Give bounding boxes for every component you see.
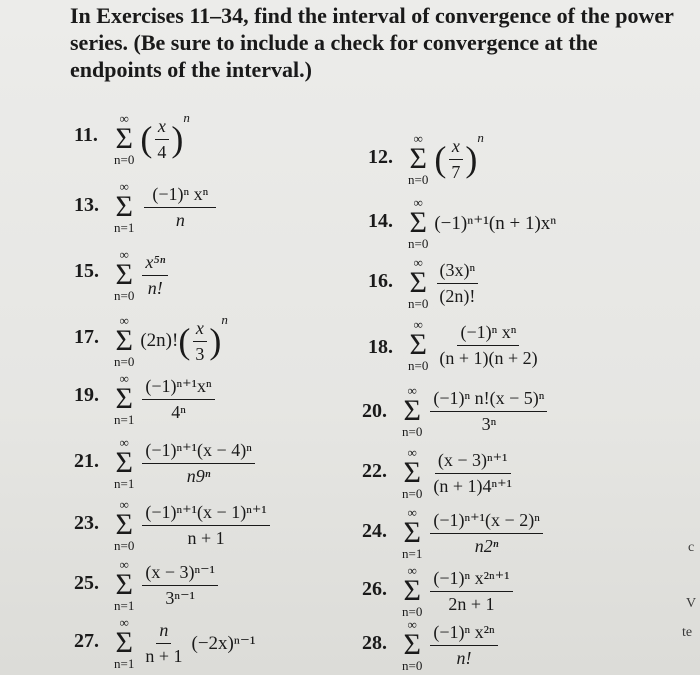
- fraction: $\frac{\text{(−1)ⁿ⁺¹(x − 4)ⁿ}}{\text{n9ⁿ}}$: [142, 440, 255, 487]
- fraction: $\frac{\text{(−1)ⁿ xⁿ}}{n}$: [144, 184, 216, 231]
- summation: ∞ Σ n=1: [114, 179, 135, 235]
- summation: ∞ Σ n=0: [408, 195, 429, 251]
- summation: ∞ Σ n=0: [114, 111, 135, 167]
- summation: ∞ Σ n=0: [114, 313, 135, 369]
- exercise-number: 15.: [74, 260, 99, 282]
- exercise-number: 17.: [74, 326, 99, 348]
- exercise-instructions: In Exercises 11–34, find the interval of convergence of the power series. (Be sure to include a check for convergence at the endpoints of the interval.): [70, 3, 674, 82]
- fraction: $\frac{\text{(−1)ⁿ x²ⁿ⁺¹}}{2n + 1}$: [430, 568, 512, 615]
- fraction: $\frac{\text{(−1)ⁿ x²ⁿ}}{n!}$: [430, 622, 497, 669]
- summation: ∞ Σ n=0: [402, 383, 423, 439]
- cutoff-text: c: [688, 540, 695, 555]
- fraction: $\frac{\text{(−1)ⁿ n!(x − 5)ⁿ}}{\text{3ⁿ}}$: [430, 388, 547, 435]
- fraction: $\frac{x}{3}$: [192, 318, 207, 365]
- exercise-number: 20.: [362, 400, 387, 422]
- exercise-number: 23.: [74, 512, 99, 534]
- summation: ∞ Σ n=0: [402, 445, 423, 501]
- exercise-number: 21.: [74, 450, 99, 472]
- exercise-number: 24.: [362, 520, 387, 542]
- exercise-number: 22.: [362, 460, 387, 482]
- cutoff-text: V: [686, 596, 697, 611]
- summation: ∞ Σ n=0: [408, 131, 429, 187]
- exercise-number: 16.: [368, 270, 393, 292]
- exercise-number: 18.: [368, 336, 393, 358]
- fraction: $\frac{\text{(x − 3)ⁿ⁻¹}}{\text{3ⁿ⁻¹}}$: [142, 562, 218, 609]
- exercise-number: 14.: [368, 210, 393, 232]
- summation: ∞ Σ n=0: [408, 317, 429, 373]
- exercise-number: 19.: [74, 384, 99, 406]
- fraction: $\frac{\text{(−1)ⁿ⁺¹xⁿ}}{\text{4ⁿ}}$: [142, 376, 214, 423]
- exercise-number: 11.: [74, 124, 98, 146]
- summation: ∞ Σ n=1: [402, 505, 423, 561]
- cutoff-text: te: [682, 625, 693, 640]
- summation: ∞ Σ n=1: [114, 615, 135, 671]
- summation: ∞ Σ n=1: [114, 557, 135, 613]
- exercise-number: 27.: [74, 630, 99, 652]
- fraction: $\frac{\text{(x − 3)ⁿ⁺¹}}{\text{(n + 1)4ⁿ⁺¹}}$: [433, 449, 513, 496]
- fraction: $\frac{\text{(−1)ⁿ⁺¹(x − 1)ⁿ⁺¹}}{n + 1}$: [142, 502, 269, 549]
- exercise-number: 26.: [362, 578, 387, 600]
- fraction: $\frac{\text{(3x)ⁿ}}{(2n)!}$: [436, 260, 478, 307]
- fraction: $\frac{\text{(−1)ⁿ⁺¹(x − 2)ⁿ}}{\text{n2ⁿ}}$: [430, 510, 543, 557]
- fraction: $\frac{\text{x⁵ⁿ}}{n!}$: [142, 252, 168, 299]
- summation: ∞ Σ n=0: [114, 247, 135, 303]
- fraction: $\frac{n}{n + 1}$: [145, 619, 183, 666]
- exercise-number: 25.: [74, 572, 99, 594]
- summation: ∞ Σ n=0: [402, 563, 423, 619]
- summation: ∞ Σ n=0: [114, 497, 135, 553]
- exercise-number: 28.: [362, 632, 387, 654]
- summation: ∞ Σ n=1: [114, 435, 135, 491]
- summation: ∞ Σ n=1: [114, 371, 135, 427]
- fraction: $\frac{x}{4}$: [154, 116, 169, 163]
- summation: ∞ Σ n=0: [402, 617, 423, 673]
- exercise-number: 12.: [368, 146, 393, 168]
- summation: ∞ Σ n=0: [408, 255, 429, 311]
- fraction: $\frac{\text{(−1)ⁿ xⁿ}}{(n + 1)(n + 2)}$: [439, 321, 538, 368]
- textbook-page: In Exercises 11–34, find the interval of convergence of the power series. (Be sure to include a check for convergence at the endpoints of the interval.) 11. ∞ Σ n=0 ( $\frac{x}{4}$ ) n 12. ∞ Σ n=0 ( $\frac{x}{7}$ ) n 13. ∞ Σ n=1 $\frac{\text{(−1)ⁿ xⁿ}}{n}$ 14. ∞ Σ n=0 (−1)ⁿ⁺¹(n + 1)xⁿ 15. ∞ Σ n=0 $\frac{\text{x⁵ⁿ}}{n!}$ 16. ∞ Σ n=0 $\frac{\text{(3x)ⁿ}}{(2n)!}$ 17. ∞ Σ n=0 (2n)! ( $\frac{x}{3}$ ) n 18. ∞ Σ n=0 $\frac{\text{(−1)ⁿ xⁿ}}{(n + 1)(n + 2)}$ 19. ∞ Σ n=1 $\frac{\text{(−1)ⁿ⁺¹xⁿ}}{\text{4ⁿ}}$ 20. ∞ Σ n=0 $\frac{\text{(−1)ⁿ n!(x − 5)ⁿ}}{\text{3ⁿ}}$ 21. ∞ Σ n=1 $\frac{\text{(−1)ⁿ⁺¹(x − 4)ⁿ}}{\text{n9ⁿ}}$ 22. ∞ Σ n=0 $\frac{\text{(x − 3)ⁿ⁺¹}}{\text{(n + 1)4ⁿ⁺¹}}$ 23. ∞ Σ n=0 $\frac{\text{(−1)ⁿ⁺¹(x − 1)ⁿ⁺¹}}{n + 1}$ 24. ∞ Σ n=1 $\frac{\text{(−1)ⁿ⁺¹(x − 2)ⁿ}}{\text{n2ⁿ}}$ 25. ∞ Σ n=1 $\frac{\text{(x − 3)ⁿ⁻¹}}{\text{3ⁿ⁻¹}}$ 26. ∞ Σ n=0 $\frac{\text{(−1)ⁿ x²ⁿ⁺¹}}{2n + 1}$ 27. ∞ Σ n=1 $\frac{n}{n + 1}$ (−2x)ⁿ⁻¹ 28. ∞ Σ n=0 $\frac{\text{(−1)ⁿ x²ⁿ}}{n!}$ c V te: [70, 3, 697, 673]
- fraction: $\frac{x}{7}$: [448, 136, 463, 183]
- exercise-number: 13.: [74, 194, 99, 216]
